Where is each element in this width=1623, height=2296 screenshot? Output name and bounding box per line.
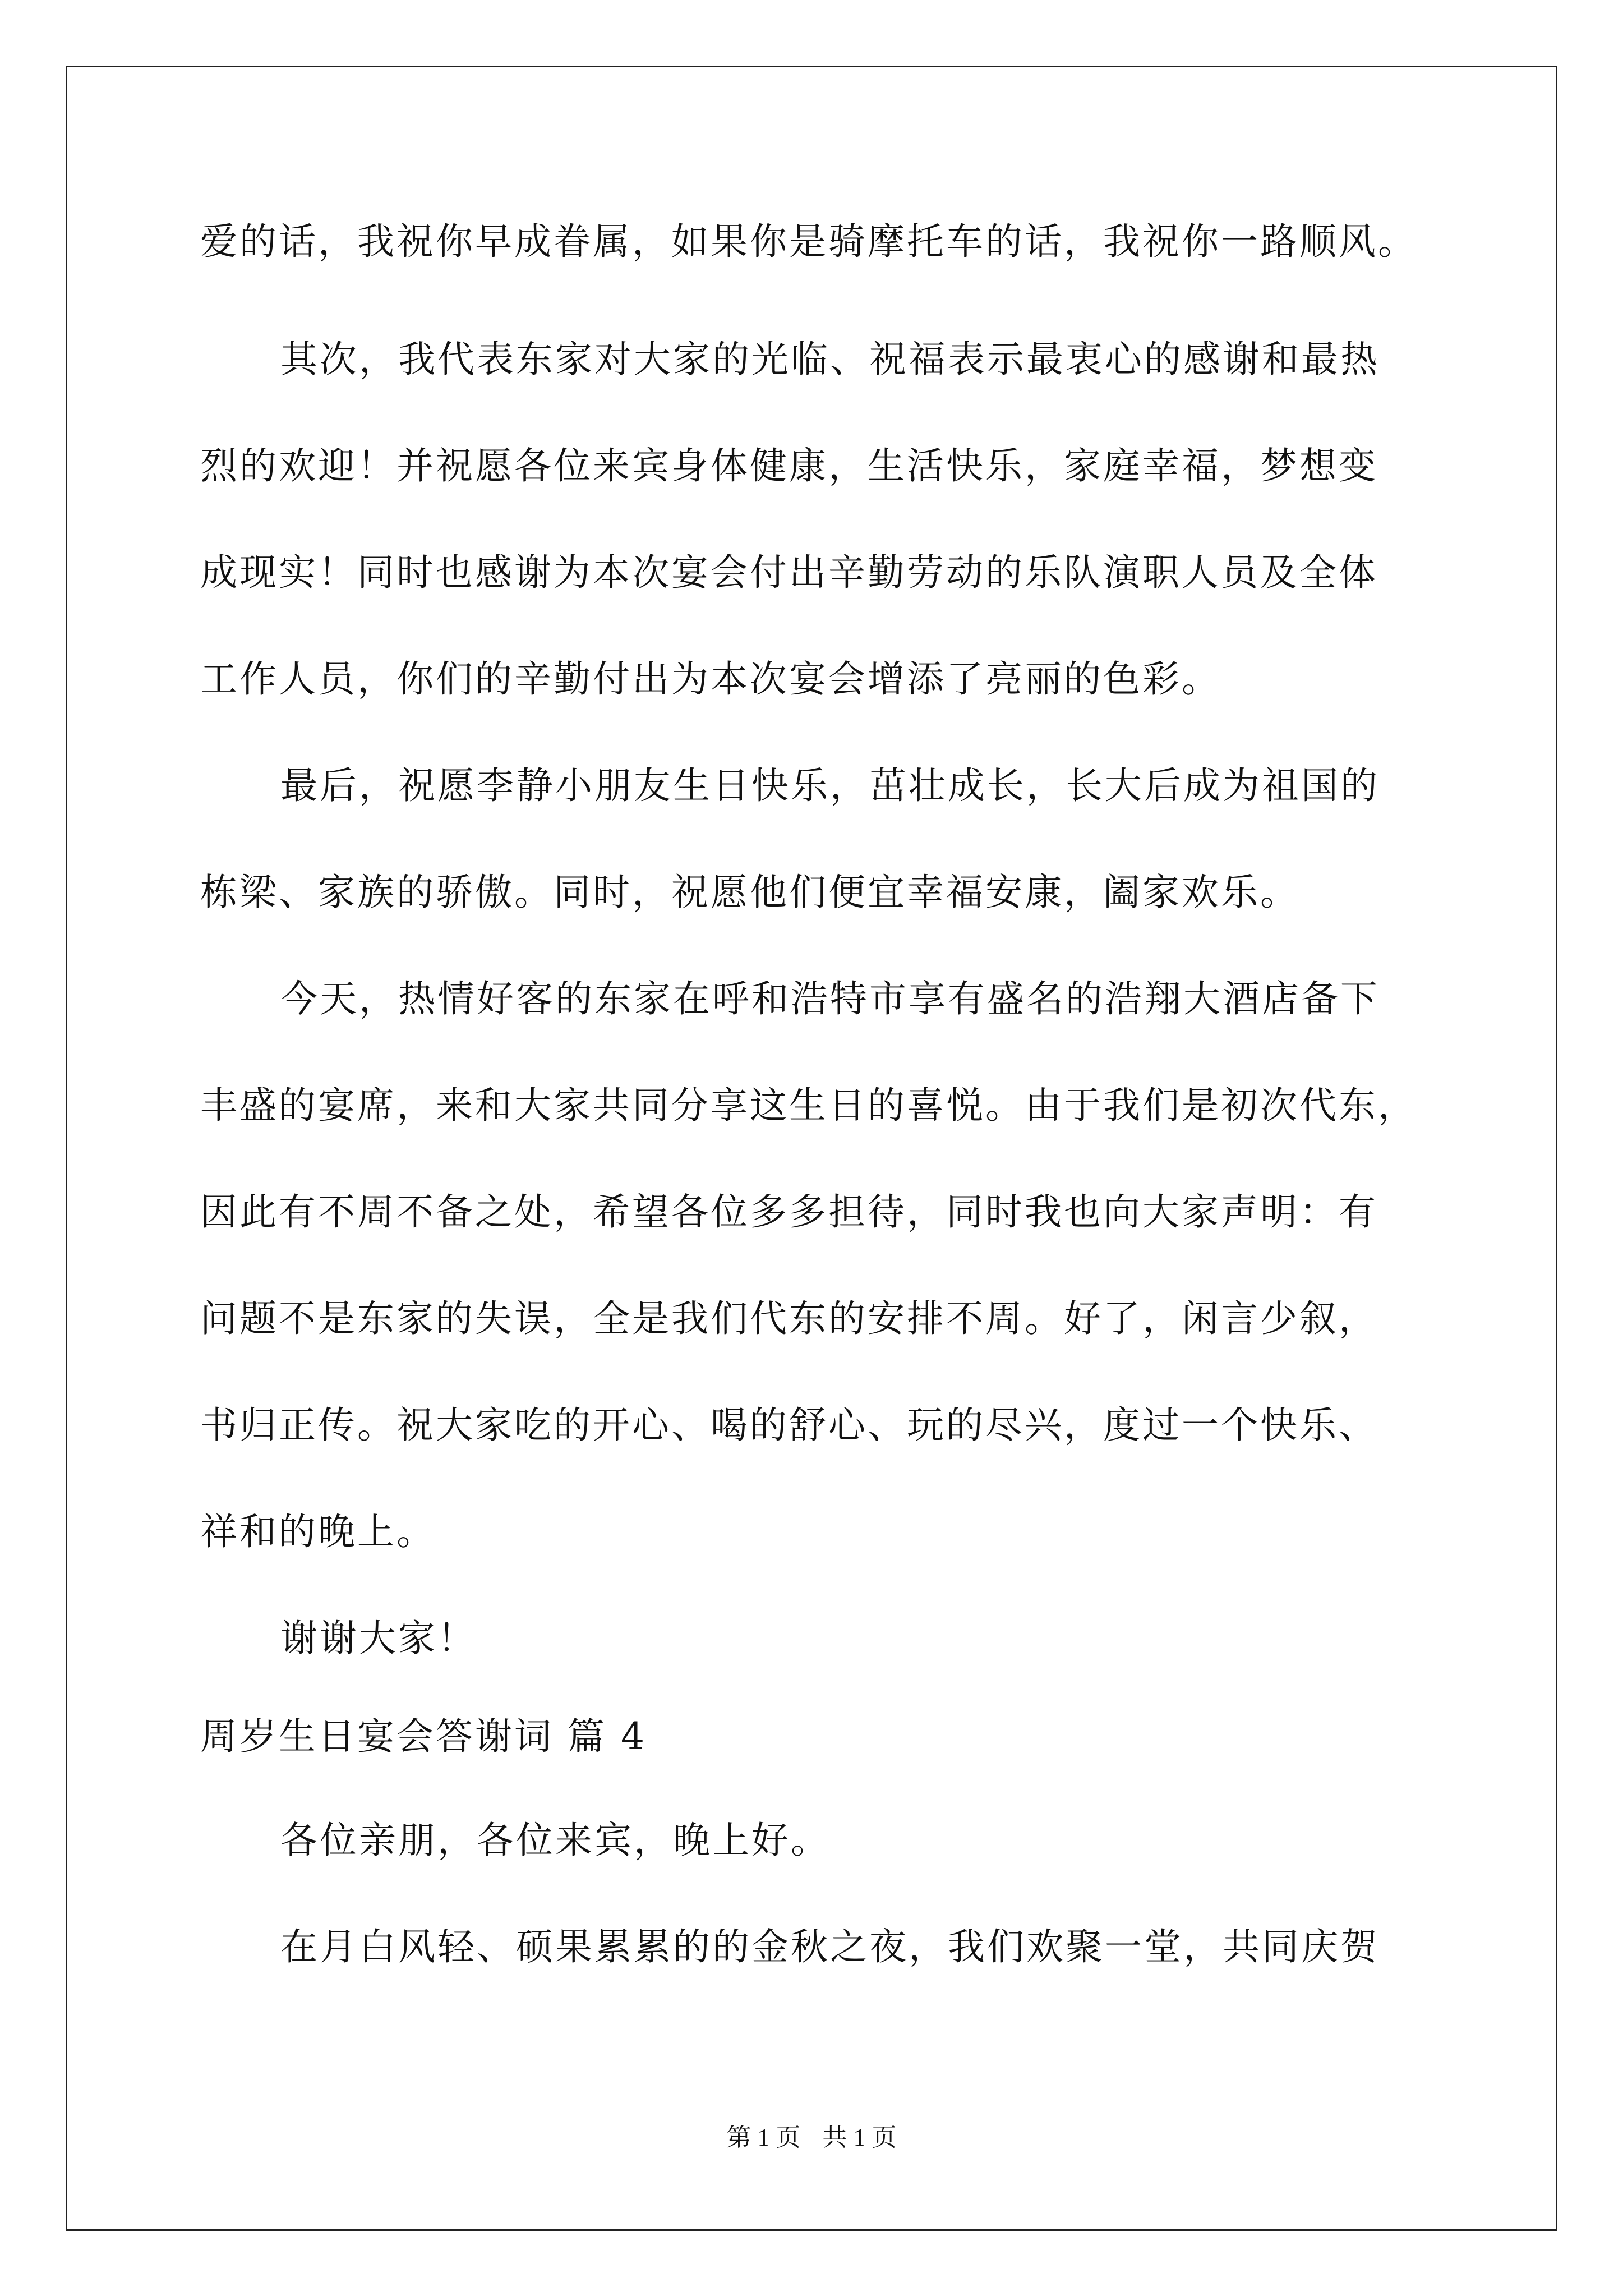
text-line: 谢谢大家！ xyxy=(280,1617,477,1660)
page-number-current: 第 1 页 xyxy=(726,2124,801,2151)
text-line: 其次，我代表东家对大家的光临、祝福表示最衷心的感谢和最热 xyxy=(280,338,1380,381)
text-line: 最后，祝愿李静小朋友生日快乐，茁壮成长，长大后成为祖国的 xyxy=(280,764,1380,807)
text-line: 丰盛的宴席，来和大家共同分享这生日的喜悦。由于我们是初次代东， xyxy=(200,1084,1417,1127)
text-line: 因此有不周不备之处，希望各位多多担待，同时我也向大家声明：有 xyxy=(200,1190,1378,1234)
text-line: 祥和的晚上。 xyxy=(200,1510,436,1553)
text-line: 在月白风轻、硕果累累的的金秋之夜，我们欢聚一堂，共同庆贺 xyxy=(280,1925,1380,1968)
page-number-total: 共 1 页 xyxy=(822,2124,897,2151)
text-line: 各位亲朋，各位来宾，晚上好。 xyxy=(280,1819,830,1862)
section-heading: 周岁生日宴会答谢词 篇 4 xyxy=(200,1715,647,1758)
page-footer xyxy=(0,2121,1623,2155)
text-line: 问题不是东家的失误，全是我们代东的安排不周。好了，闲言少叙， xyxy=(200,1297,1378,1340)
text-line: 书归正传。祝大家吃的开心、喝的舒心、玩的尽兴，度过一个快乐、 xyxy=(200,1404,1378,1447)
text-line: 今天，热情好客的东家在呼和浩特市享有盛名的浩翔大酒店备下 xyxy=(280,977,1380,1020)
text-line: 栋梁、家族的骄傲。同时，祝愿他们便宜幸福安康，阖家欢乐。 xyxy=(200,871,1299,914)
page-border xyxy=(66,66,1557,2231)
text-line: 工作人员，你们的辛勤付出为本次宴会增添了亮丽的色彩。 xyxy=(200,657,1221,701)
text-line: 成现实！同时也感谢为本次宴会付出辛勤劳动的乐队演职人员及全体 xyxy=(200,551,1378,594)
text-line: 烈的欢迎！并祝愿各位来宾身体健康，生活快乐，家庭幸福，梦想变 xyxy=(200,444,1378,487)
text-line: 爱的话，我祝你早成眷属，如果你是骑摩托车的话，我祝你一路顺风。 xyxy=(200,220,1417,263)
